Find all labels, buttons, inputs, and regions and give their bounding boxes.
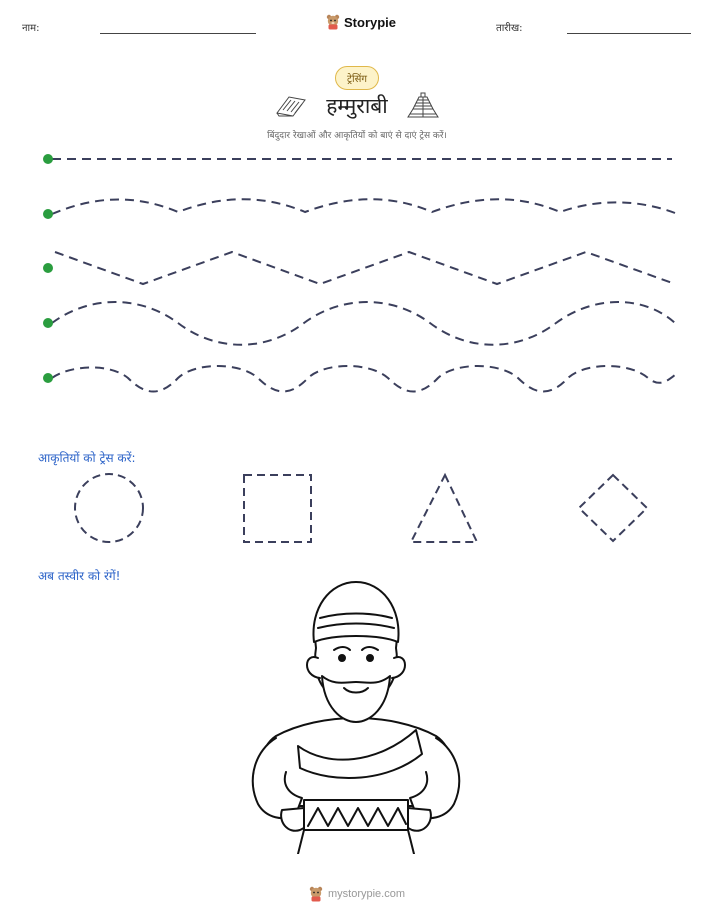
start-dot [43, 318, 53, 328]
color-section-label: अब तस्वीर को रंगें! [38, 569, 121, 583]
shapes-section-label: आकृतियों को ट्रेस करें: [38, 451, 136, 465]
bear-mascot-icon [309, 886, 323, 902]
footer-url[interactable]: mystorypie.com [327, 888, 406, 900]
tracing-badge: ट्रेसिंग [335, 66, 379, 90]
trace-line-bumpy-wave [52, 366, 675, 392]
date-label: तारीख: [496, 23, 523, 34]
start-dot [43, 373, 53, 383]
trace-circle [75, 474, 143, 542]
trace-line-zigzag [55, 252, 675, 284]
trace-triangle [411, 475, 477, 542]
start-dot [43, 209, 53, 219]
start-dot [43, 263, 53, 273]
shapes-area [0, 465, 714, 555]
page-title: हम्मुराबी [326, 94, 388, 118]
name-label: नाम: [22, 23, 40, 34]
start-dot [43, 154, 53, 164]
hammurabi-figure-illustration [238, 578, 476, 854]
tracing-lines-area [0, 0, 714, 400]
trace-line-wave [52, 302, 675, 345]
brand-name: Storypie [344, 14, 397, 30]
trace-square [244, 475, 311, 542]
trace-diamond [579, 475, 647, 541]
instructions-subtitle: बिंदुदार रेखाओं और आकृतियों को बाएं से दाएं ट्रेस करें। [267, 131, 447, 141]
footer [0, 886, 714, 902]
trace-line-gentle-wave [52, 199, 675, 214]
